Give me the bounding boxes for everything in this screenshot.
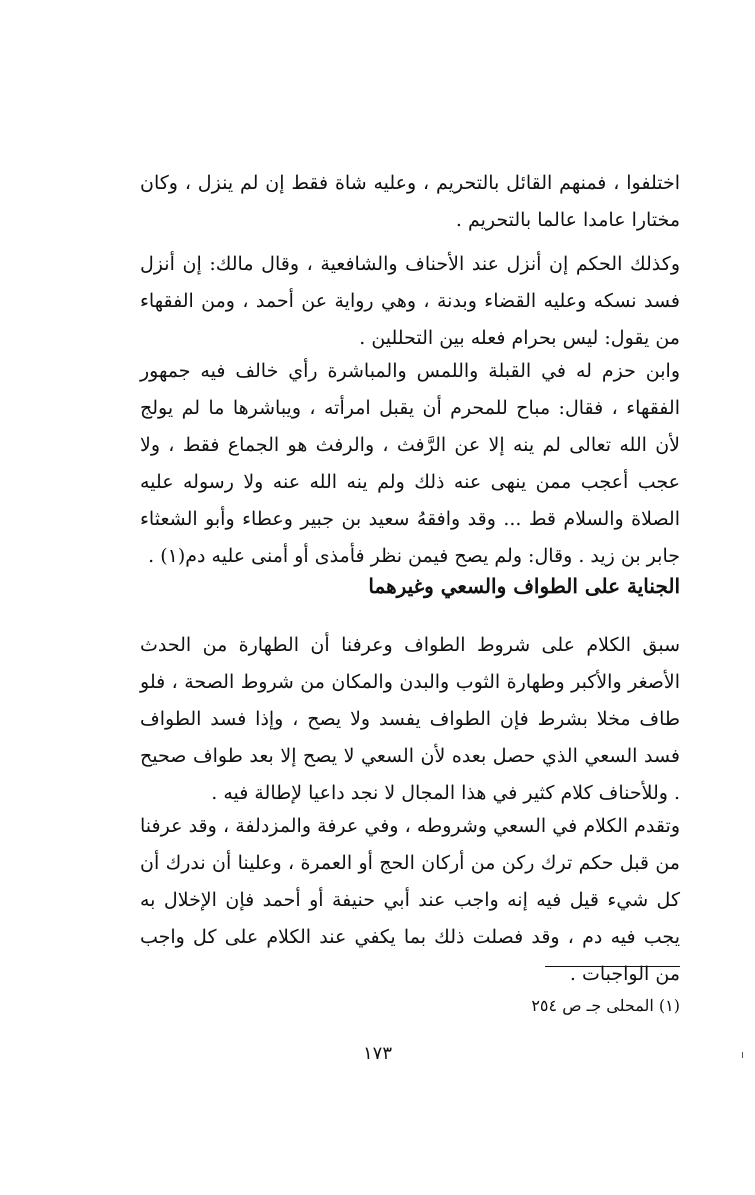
paragraph-3: وابن حزم له في القبلة واللمس والمباشرة رأي خالف فيه جمهور الفقهاء ، فقال: مباح للمحرم أن يقبل امرأته ، ويباشرها ما لم يولج لأن الله تعالى لم ينه إلا عن الرَّفث ، والرفث هو الجماع فقط ، ولا عجب أعجب ممن ينهى عنه ذلك ولم ينه الله عنه ولا رسوله عليه الصلاة والسلام قط ... وقد وافقهُ سعيد بن جبير وعطاء وأبو الشعثاء جابر بن زيد . وقال: ولم يصح فيمن نظر فأمذى أو أمنى عليه دم(١) . — [140, 360, 680, 567]
footnote: (١) المحلى جـ ص ٢٥٤ — [531, 996, 680, 1015]
section-heading: الجناية على الطواف والسعي وغيرهما — [368, 574, 680, 598]
paragraph-5: وتقدم الكلام في السعي وشروطه ، وفي عرفة والمزدلفة ، وقد عرفنا من قبل حكم ترك ركن من أركان الحج أو العمرة ، وعلينا أن ندرك أن كل شيء قيل فيه إنه واجب عند أبي حنيفة أو أحمد فإن الإخلال به يجب فيه دم ، وقد فصلت ذلك بما يكفي عند الكلام على كل واجب من الواجبات . — [140, 815, 680, 985]
paragraph-2: وكذلك الحكم إن أنزل عند الأحناف والشافعية ، وقال مالك: إن أنزل فسد نسكه وعليه القضاء وبدنة ، وهي رواية عن أحمد ، ومن الفقهاء من يقول: ليس بحرام فعله بين التحللين . — [140, 253, 680, 349]
paragraph-1: اختلفوا ، فمنهم القائل بالتحريم ، وعليه شاة فقط إن لم ينزل ، وكان مختارا عامدا عالما بالتحريم . — [140, 172, 680, 231]
footnote-divider — [545, 966, 680, 967]
paragraph-4: سبق الكلام على شروط الطواف وعرفنا أن الطهارة من الحدث الأصغر والأكبر وطهارة الثوب والبدن والمكان من شروط الصحة ، فلو طاف مخلا بشرط فإن الطواف يفسد ولا يصح ، وإذا فسد الطواف فسد السعي الذي حصل بعده لأن السعي لا يصح إلا بعد طواف صحيح . وللأحناف كلام كثير في هذا المجال لا نجد داعيا لإطالة فيه . — [140, 634, 680, 804]
margin-mark — [742, 1052, 743, 1058]
page-number: ١٧٣ — [362, 1043, 392, 1064]
